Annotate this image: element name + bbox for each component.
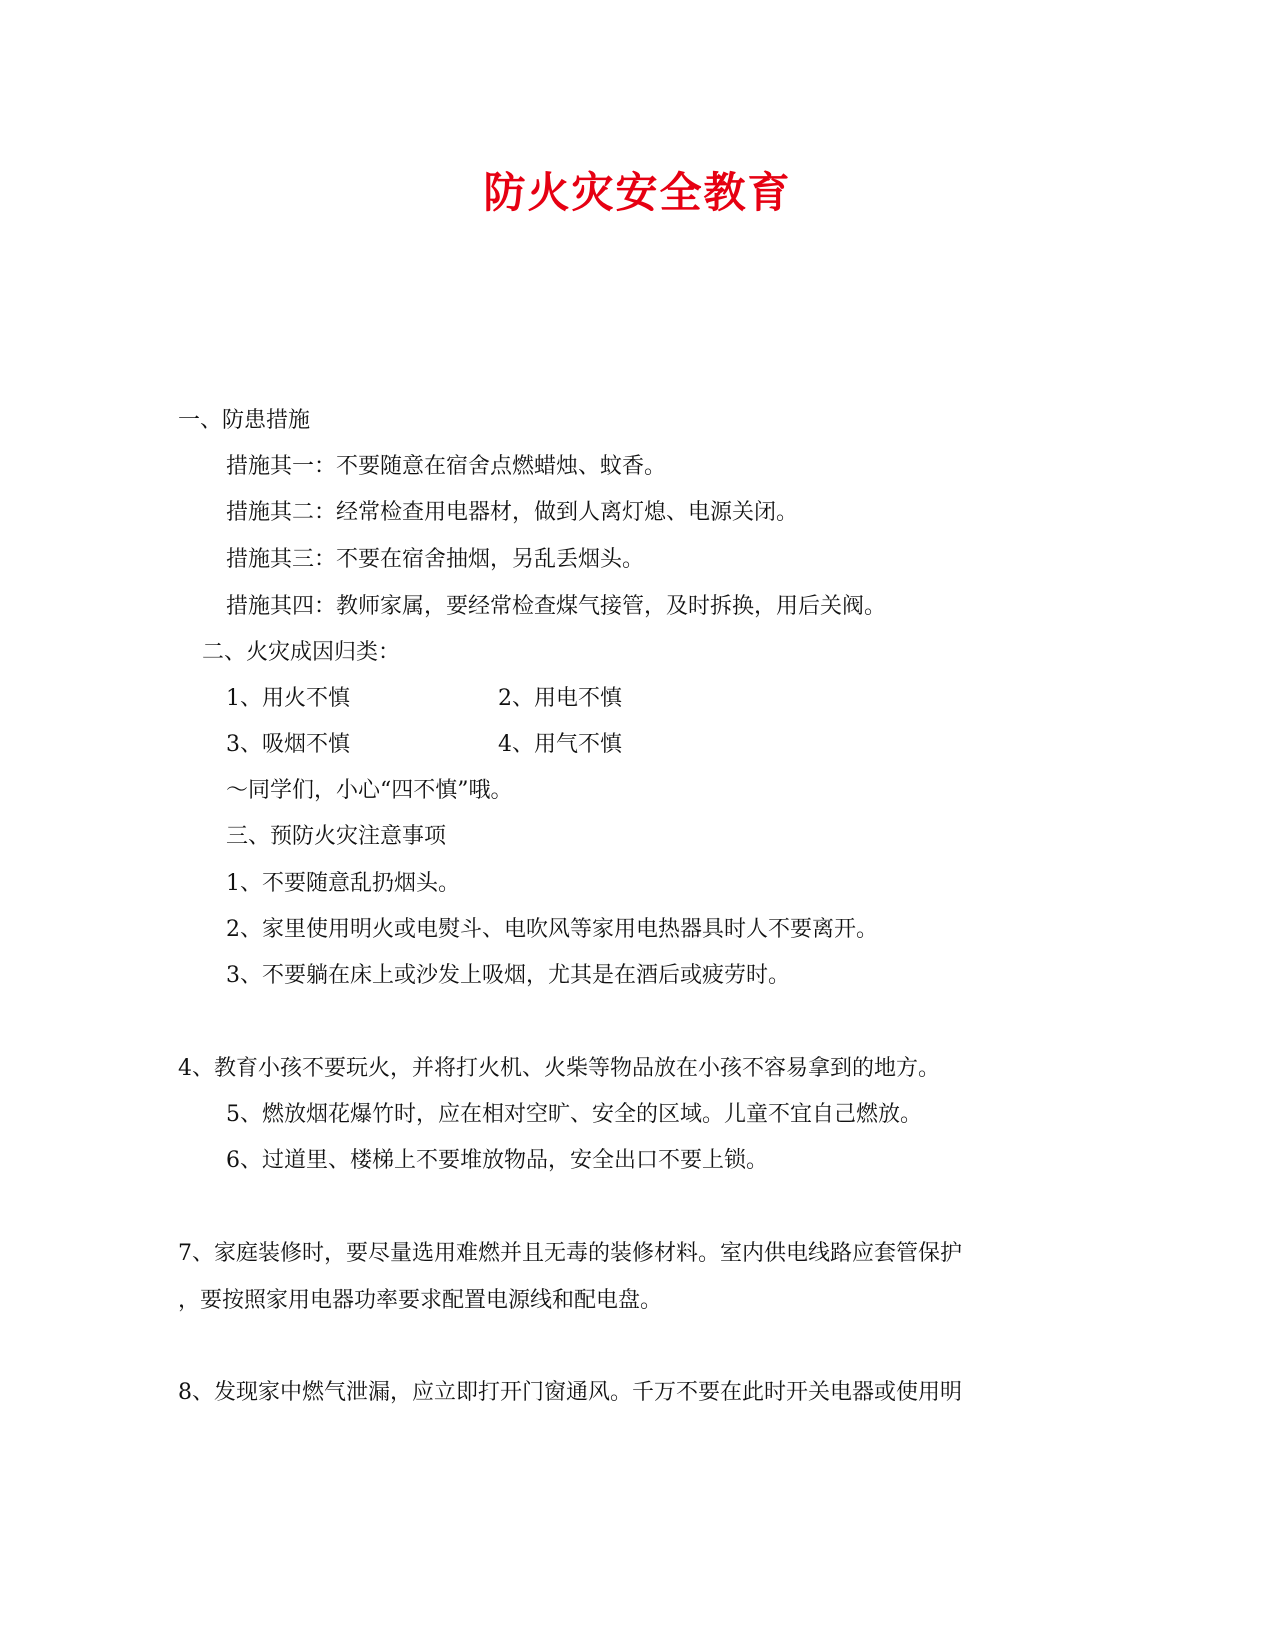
- measure-item-4: 措施其四：教师家属，要经常检查煤气接管，及时拆换，用后关阀。: [226, 594, 887, 619]
- precaution-item-2: 2、家里使用明火或电熨斗、电吹风等家用电热器具时人不要离开。: [226, 917, 878, 942]
- precaution-item-8: 8、发现家中燃气泄漏，应立即打开门窗通风。千万不要在此时开关电器或使用明: [178, 1380, 962, 1405]
- precaution-item-3: 3、不要躺在床上或沙发上吸烟，尤其是在酒后或疲劳时。: [226, 963, 790, 988]
- precaution-item-5: 5、燃放烟花爆竹时，应在相对空旷、安全的区域。儿童不宜自己燃放。: [226, 1102, 922, 1127]
- section2-heading: 二、火灾成因归类：: [202, 640, 401, 665]
- precaution-item-4: 4、教育小孩不要玩火，并将打火机、火柴等物品放在小孩不容易拿到的地方。: [178, 1056, 940, 1081]
- measure-item-3: 措施其三：不要在宿舍抽烟，另乱丢烟头。: [226, 547, 645, 572]
- measure-item-1: 措施其一：不要随意在宿舍点燃蜡烛、蚊香。: [226, 454, 667, 479]
- precaution-item-7-continued: ，要按照家用电器功率要求配置电源线和配电盘。: [178, 1288, 663, 1313]
- section3-heading: 三、预防火灾注意事项: [226, 824, 447, 849]
- precaution-item-6: 6、过道里、楼梯上不要堆放物品，安全出口不要上锁。: [226, 1148, 768, 1173]
- measure-item-2: 措施其二：经常检查用电器材，做到人离灯熄、电源关闭。: [226, 500, 799, 525]
- cause-item-4: 4、用气不慎: [498, 732, 622, 757]
- cause-item-2: 2、用电不慎: [498, 686, 622, 711]
- cause-item-1: 1、用火不慎: [226, 686, 350, 711]
- section1-heading: 一、防患措施: [178, 408, 311, 433]
- cause-item-3: 3、吸烟不慎: [226, 732, 350, 757]
- reminder-text: ～同学们，小心“四不慎”哦。: [226, 778, 513, 803]
- document-title: 防火灾安全教育: [483, 168, 792, 217]
- precaution-item-1: 1、不要随意乱扔烟头。: [226, 871, 460, 896]
- precaution-item-7: 7、家庭装修时，要尽量选用难燃并且无毒的装修材料。室内供电线路应套管保护: [178, 1241, 962, 1266]
